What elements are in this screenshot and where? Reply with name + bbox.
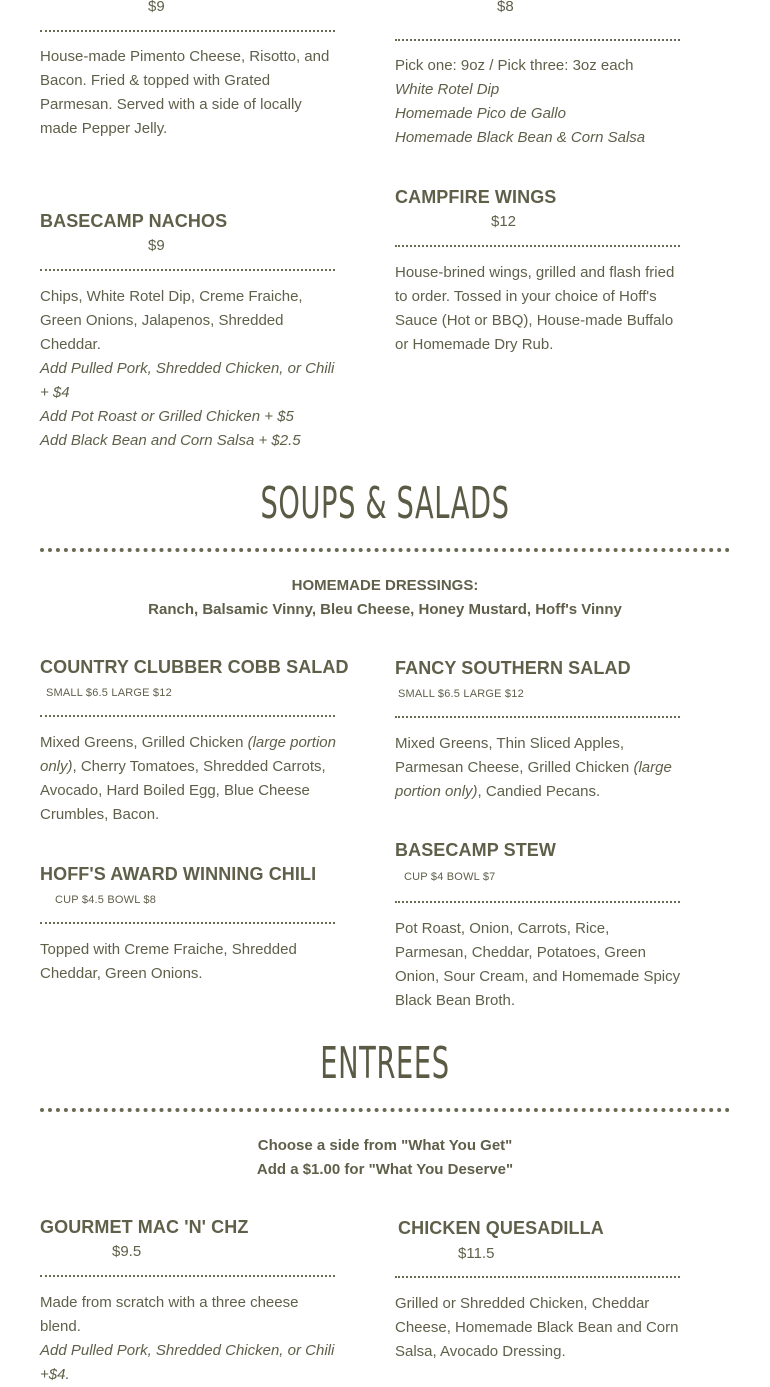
mac-title: GOURMET MAC 'N' CHZ — [40, 1217, 249, 1237]
wings-divider — [395, 245, 680, 247]
stew-title: BASECAMP STEW — [395, 840, 556, 860]
southern-desc-part: , Candied Pecans. — [477, 783, 601, 800]
soups-section-divider — [40, 548, 730, 552]
soups-salads-heading: SOUPS & SALADS — [260, 478, 510, 529]
southern-salad-sizes: SMALL $6.5 LARGE $12 — [398, 688, 524, 700]
stew-description: Pot Roast, Onion, Carrots, Rice, Parmesan, Cheddar, Potatoes, Green Onion, Sour Cream, and Homemade Spicy Black Bean Broth. — [395, 920, 681, 1009]
entrees-upgrade-note: Add a $1.00 for "What You Deserve" — [256, 1161, 514, 1178]
nachos-addon: Add Black Bean and Corn Salsa + $2.5 — [40, 432, 301, 449]
dressings-list: Ranch, Balsamic Vinny, Bleu Cheese, Honey Mustard, Hoff's Vinny — [148, 601, 622, 618]
quesadilla-title: CHICKEN QUESADILLA — [398, 1218, 604, 1238]
southern-description — [395, 732, 685, 804]
wings-description: House-brined wings, grilled and flash fried to order. Tossed in your choice of Hoff's Sauce (Hot or BBQ), House-made Buffalo or Homemade Dry Rub. — [395, 264, 675, 353]
southern-divider — [395, 716, 680, 718]
mac-price: $9.5 — [112, 1243, 142, 1260]
dip-option: Homemade Pico de Gallo — [395, 105, 566, 122]
cobb-desc-part: Mixed Greens, Grilled Chicken — [40, 734, 248, 751]
mac-addon: Add Pulled Pork, Shredded Chicken, or Chili +$4. — [40, 1342, 335, 1383]
cobb-desc-note: (large portion only) — [40, 734, 336, 775]
entrees-heading: ENTREES — [320, 1038, 450, 1089]
wings-price: $12 — [491, 213, 517, 230]
nachos-price: $9 — [148, 237, 165, 254]
cobb-salad-sizes: SMALL $6.5 LARGE $12 — [46, 687, 172, 699]
chili-divider — [40, 922, 335, 924]
wings-title: CAMPFIRE WINGS — [395, 187, 557, 207]
mac-divider — [40, 1275, 335, 1277]
mac-desc-text: Made from scratch with a three cheese blend. — [40, 1294, 299, 1335]
nachos-addon: Add Pot Roast or Grilled Chicken + $5 — [40, 408, 294, 425]
southern-salad-title: FANCY SOUTHERN SALAD — [395, 658, 631, 678]
southern-desc-note: (large portion only) — [395, 759, 672, 800]
pimento-price: $9 — [148, 0, 165, 15]
quesadilla-divider — [395, 1276, 680, 1278]
chili-sizes: CUP $4.5 BOWL $8 — [55, 894, 157, 906]
dips-divider — [395, 39, 680, 41]
cobb-salad-title: COUNTRY CLUBBER COBB SALAD — [40, 657, 349, 677]
dressings-heading: HOMEMADE DRESSINGS: — [291, 577, 479, 594]
southern-desc-part: Mixed Greens, Thin Sliced Apples, Parmesan Cheese, Grilled Chicken — [395, 735, 634, 776]
nachos-addon: Add Pulled Pork, Shredded Chicken, or Chili + $4 — [40, 360, 335, 401]
dip-option: Homemade Black Bean & Corn Salsa — [395, 129, 646, 146]
stew-sizes: CUP $4 BOWL $7 — [404, 871, 496, 883]
quesadilla-description: Grilled or Shredded Chicken, Cheddar Cheese, Homemade Black Bean and Corn Salsa, Avocado Dressing. — [395, 1295, 679, 1360]
pimento-divider — [40, 30, 335, 32]
dips-description — [395, 54, 685, 150]
dips-price: $8 — [497, 0, 514, 15]
nachos-desc-text: Chips, White Rotel Dip, Creme Fraiche, Green Onions, Jalapenos, Shredded Cheddar. — [40, 288, 303, 353]
entrees-section-divider — [40, 1108, 730, 1112]
dips-pick-text: Pick one: 9oz / Pick three: 3oz each — [395, 57, 634, 74]
entrees-side-note: Choose a side from "What You Get" — [257, 1137, 513, 1154]
nachos-title: BASECAMP NACHOS — [40, 211, 228, 231]
mac-description — [40, 1291, 340, 1387]
nachos-divider — [40, 269, 335, 271]
dip-option: White Rotel Dip — [395, 81, 500, 98]
quesadilla-price: $11.5 — [458, 1245, 495, 1262]
nachos-description — [40, 285, 340, 453]
chili-title: HOFF'S AWARD WINNING CHILI — [40, 864, 317, 884]
pimento-description: House-made Pimento Cheese, Risotto, and Bacon. Fried & topped with Grated Parmesan. Served with a side of locally made Pepper Jelly. — [40, 48, 330, 137]
chili-description: Topped with Creme Fraiche, Shredded Cheddar, Green Onions. — [40, 941, 297, 982]
cobb-desc-part: , Cherry Tomatoes, Shredded Carrots, Avocado, Hard Boiled Egg, Blue Cheese Crumbles, Bacon. — [40, 758, 326, 823]
cobb-divider — [40, 715, 335, 717]
stew-divider — [395, 901, 680, 903]
cobb-description — [40, 731, 340, 827]
